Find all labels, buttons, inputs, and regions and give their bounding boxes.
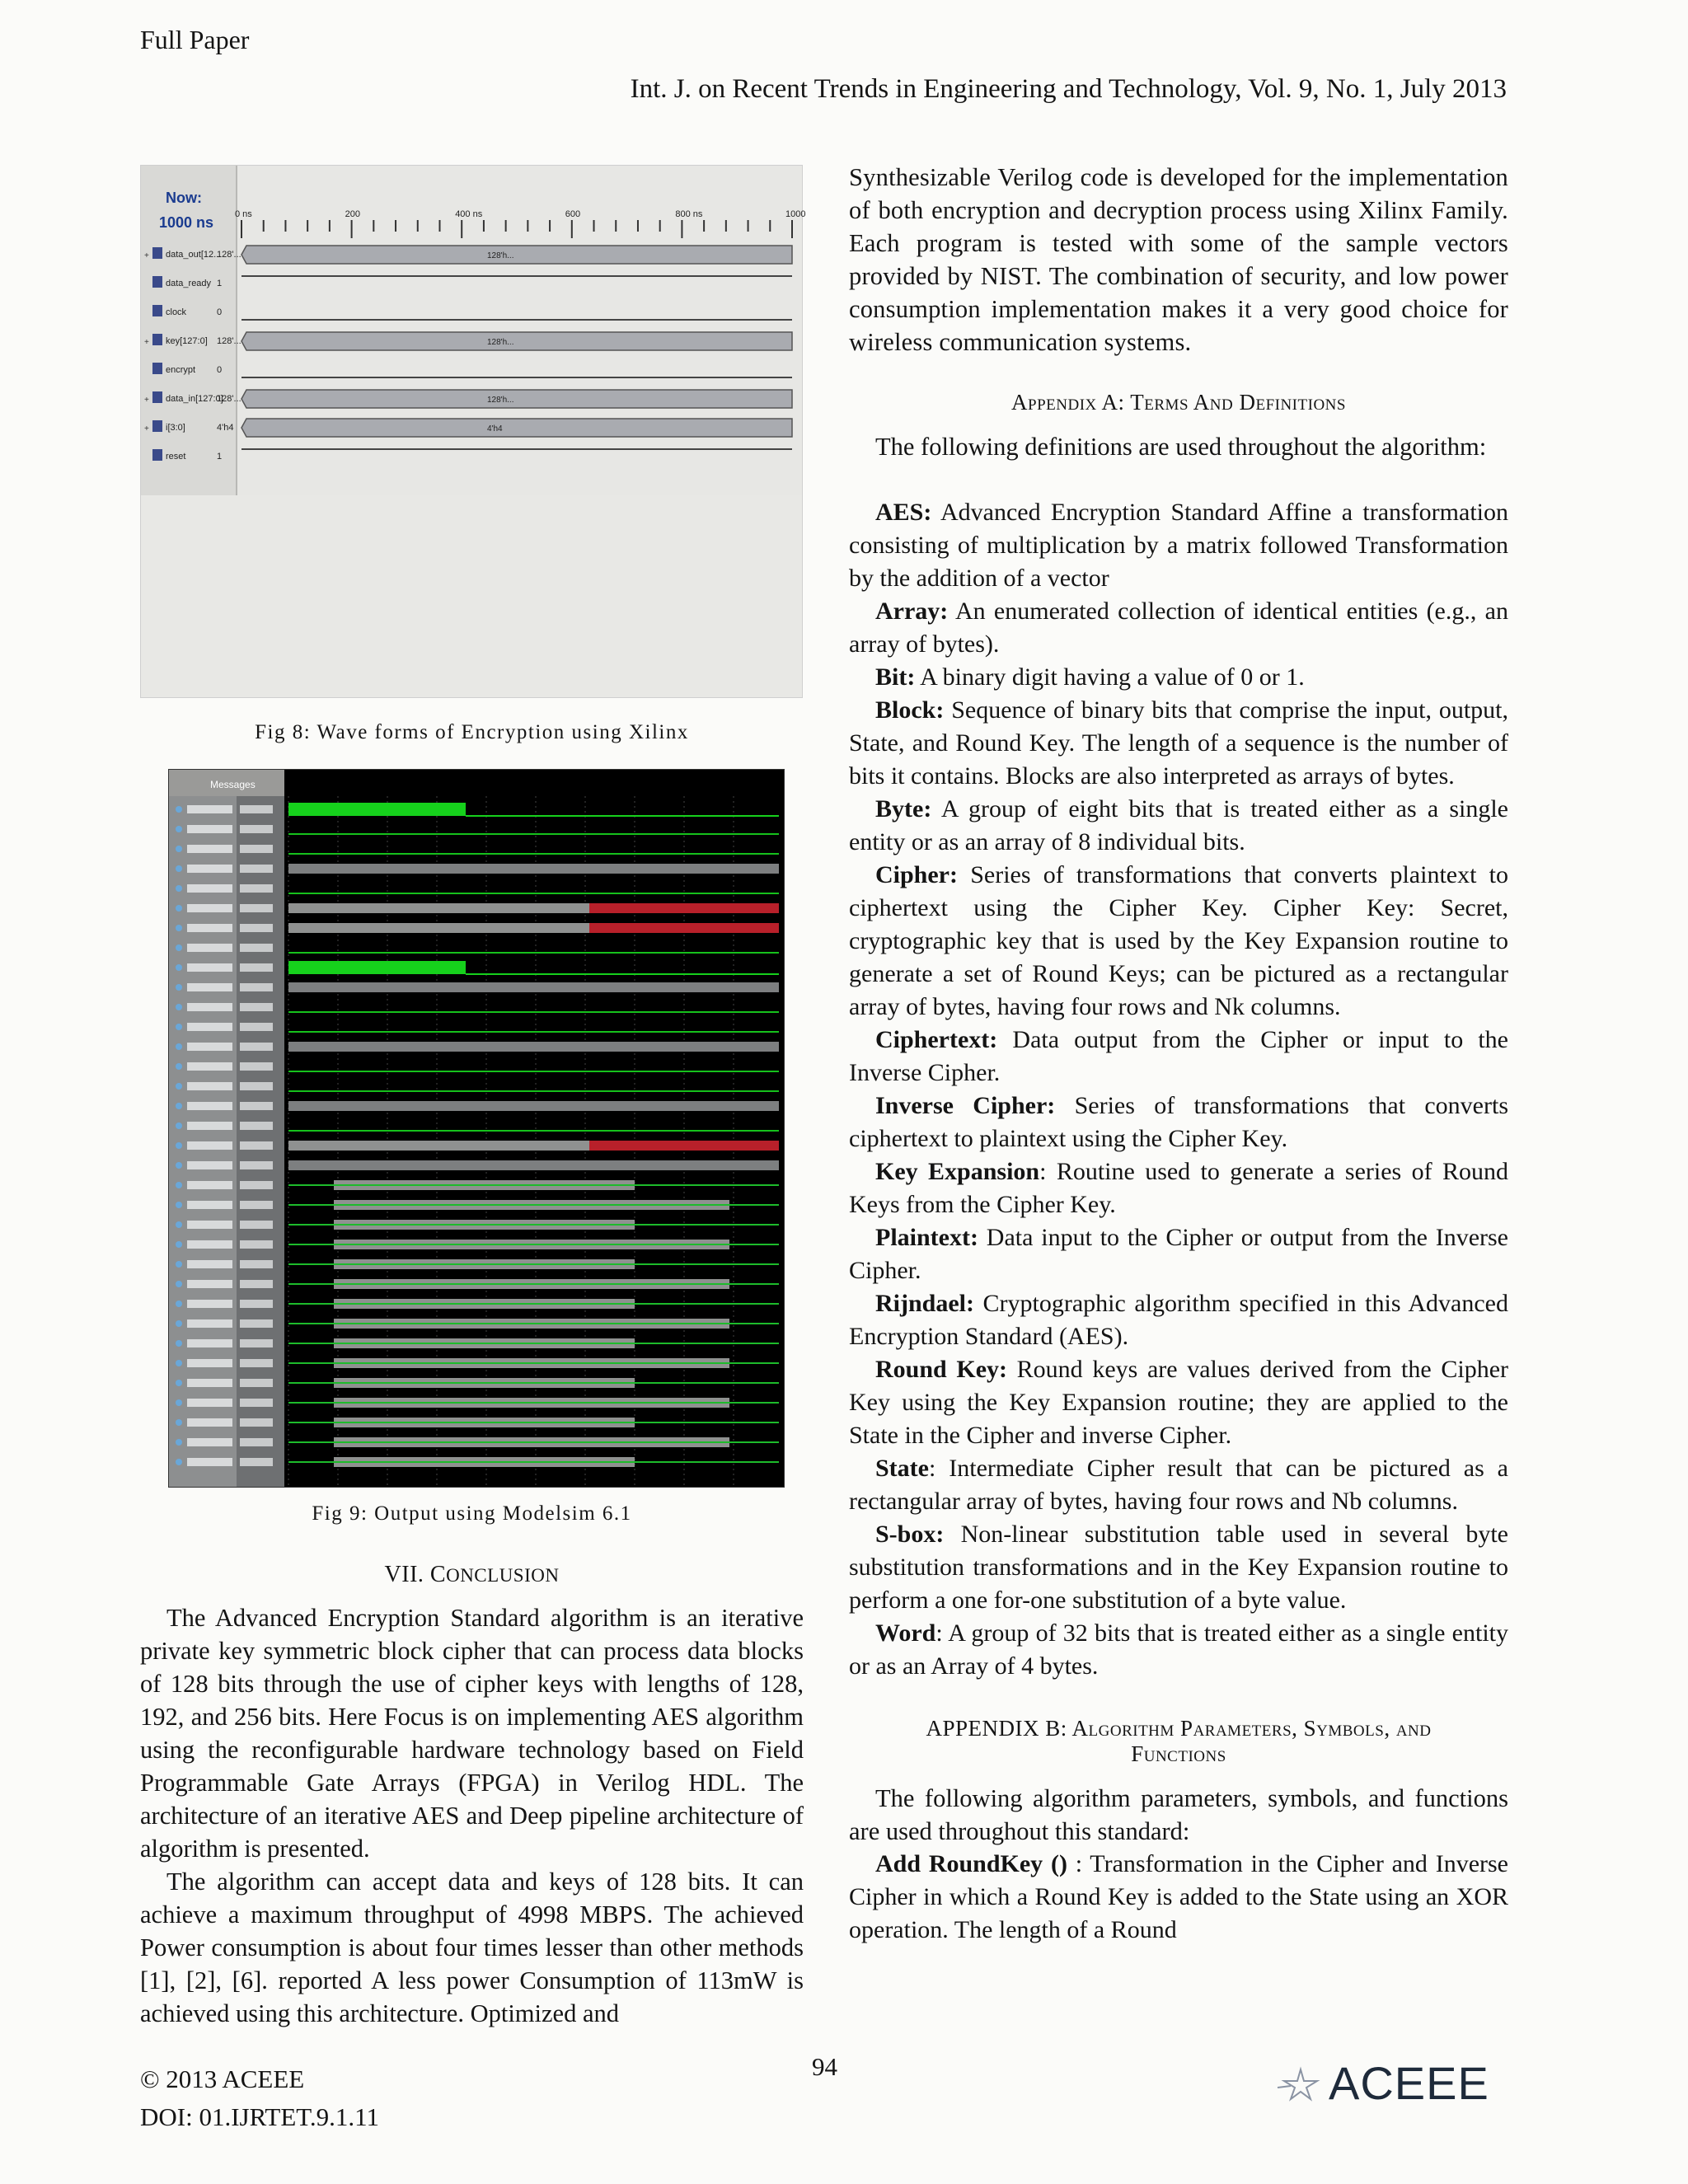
signal-icon xyxy=(176,984,182,991)
signal-value-bar xyxy=(240,884,273,893)
signal-trace xyxy=(288,903,589,913)
signal-icon xyxy=(176,1043,182,1050)
definition-term: Word xyxy=(875,1619,936,1647)
signal-value-bar xyxy=(240,1181,273,1189)
signal-name-bar xyxy=(187,1201,232,1209)
bus-trace xyxy=(241,332,792,350)
definition-text: Series of transformations that converts plaintext to ciphertext using the Cipher Key. Cipher Key: Secret, cryptographic key that is used by the Key Expansion routine to generate a set of Round Keys; can be pictured as a rectangular array of bytes, having four rows and Nk columns. xyxy=(849,861,1508,1020)
definition-item xyxy=(849,1024,1508,1090)
signal-name-bar xyxy=(187,1161,232,1169)
definition-text: A binary digit having a value of 0 or 1. xyxy=(915,663,1305,691)
signal-name-bar xyxy=(187,1379,232,1387)
definition-term: Add RoundKey () xyxy=(875,1850,1067,1877)
definition-item xyxy=(849,1353,1508,1452)
signal-name-bar xyxy=(187,1141,232,1150)
definition-add-roundkey xyxy=(849,1848,1508,1947)
signal-trace xyxy=(288,864,779,874)
signal-name: data_out[12... xyxy=(166,250,222,260)
logo-text: ACEEE xyxy=(1329,2057,1489,2109)
signal-icon xyxy=(176,1162,182,1169)
signal-value-bar xyxy=(240,1339,273,1347)
signal-icon xyxy=(152,276,162,288)
signal-value-bar xyxy=(240,1418,273,1427)
definition-item xyxy=(849,694,1508,793)
signal-trace xyxy=(288,1160,779,1170)
signal-name: data_ready xyxy=(166,279,212,288)
star-icon xyxy=(1276,2063,1325,2104)
signal-icon xyxy=(176,1459,182,1465)
fig8-waveform-svg xyxy=(141,166,806,697)
definition-text: An enumerated collection of identical entities (e.g., an array of bytes). xyxy=(849,598,1508,658)
definition-term: Inverse Cipher: xyxy=(875,1092,1056,1119)
signal-value-bar xyxy=(240,1458,273,1466)
copyright: © 2013 ACEEE xyxy=(140,2064,305,2093)
bus-trace xyxy=(241,390,792,408)
conclusion-heading-num: VII. C xyxy=(384,1562,447,1587)
definition-term: Plaintext: xyxy=(875,1224,978,1251)
conclusion-heading-rest: ONCLUSION xyxy=(446,1565,560,1586)
definition-item xyxy=(849,859,1508,1024)
signal-name-bar xyxy=(187,1102,232,1110)
definition-item xyxy=(849,1617,1508,1683)
signal-trace xyxy=(288,1141,589,1151)
signal-value-bar xyxy=(240,1399,273,1407)
conclusion-heading xyxy=(140,1562,804,1588)
signal-name-bar xyxy=(187,1418,232,1427)
definition-item xyxy=(849,595,1508,661)
signal-name-bar xyxy=(187,1003,232,1011)
journal-header: Int. J. on Recent Trends in Engineering and Technology, Vol. 9, No. 1, July 2013 xyxy=(630,74,1507,104)
conclusion-section xyxy=(140,1562,804,2030)
signal-name-bar xyxy=(187,1062,232,1071)
messages-header: Messages xyxy=(210,779,256,790)
signal-icon xyxy=(176,1103,182,1109)
definitions-list xyxy=(849,496,1508,1683)
signal-name-bar xyxy=(187,1023,232,1031)
signal-value-bar xyxy=(240,1438,273,1446)
signal-name-bar xyxy=(187,884,232,893)
definition-item xyxy=(849,1155,1508,1221)
signal-trace-row xyxy=(176,1358,779,1368)
signal-name-bar xyxy=(187,983,232,991)
signal-name-bar xyxy=(187,865,232,873)
signal-icon xyxy=(176,826,182,832)
signal-name-bar xyxy=(187,1359,232,1367)
signal-icon xyxy=(176,1004,182,1010)
appendix-b-heading-line2: Functions xyxy=(1131,1741,1226,1766)
definition-text: Advanced Encryption Standard Affine a transformation consisting of multiplication by a matrix followed Transformation by the addition of a vector xyxy=(849,499,1508,592)
signal-name-bar xyxy=(187,963,232,972)
definition-text: Non-linear substitution table used in several byte substitution transformations and in the Key Expansion routine to perform a one for-one substitution of a byte value. xyxy=(849,1521,1508,1614)
signal-name-bar xyxy=(187,944,232,952)
signal-icon xyxy=(152,363,162,374)
signal-value-bar xyxy=(240,1023,273,1031)
signal-value-bar xyxy=(240,1161,273,1169)
definition-text: : A group of 32 bits that is treated either as a single entity or as an Array of 4 bytes. xyxy=(849,1619,1508,1680)
definition-item xyxy=(849,1221,1508,1287)
definition-item xyxy=(849,661,1508,694)
signal-icon xyxy=(176,1320,182,1327)
signal-value-bar xyxy=(240,1300,273,1308)
appendix-b-intro: The following algorithm parameters, symbols, and functions are used throughout this standard: xyxy=(849,1784,1508,1845)
signal-trace xyxy=(288,923,589,933)
bus-value: 4'h4 xyxy=(487,424,503,434)
definition-text: Sequence of binary bits that comprise the input, output, State, and Round Key. The length of a sequence is the number of bits it contains. Blocks are also interpreted as arrays of bytes. xyxy=(849,696,1508,790)
signal-icon xyxy=(152,420,162,432)
signal-icon xyxy=(176,1182,182,1188)
now-value: 1000 ns xyxy=(159,214,214,231)
signal-name: reset xyxy=(166,452,186,462)
conclusion-paragraph-2: The algorithm can accept data and keys of 128 bits. It can achieve a maximum throughput of 4998 MBPS. The achieved Power consumption is about four times lesser than other methods [1], [2], [6]. reported A less power Consumption of 113mW is achieved using this architecture. Optimized and xyxy=(140,1868,804,2027)
fig9-caption: Fig 9: Output using Modelsim 6.1 xyxy=(312,1502,632,1525)
signal-name-bar xyxy=(187,1043,232,1051)
definition-item xyxy=(849,496,1508,595)
time-tick-label: 600 xyxy=(565,209,581,219)
appendix-a-intro: The following definitions are used throughout the algorithm: xyxy=(875,433,1487,461)
signal-value: 128'... xyxy=(217,394,241,404)
signal-icon xyxy=(152,305,162,316)
signal-trace-row xyxy=(176,864,779,874)
signal-icon xyxy=(176,1439,182,1446)
bus-trace xyxy=(241,246,792,264)
signal-value-bar xyxy=(240,1221,273,1229)
signal-icon xyxy=(176,1380,182,1386)
signal-name: encrypt xyxy=(166,365,196,375)
expand-icon: + xyxy=(144,338,149,347)
signal-icon xyxy=(176,806,182,813)
definition-term: Key Expansion xyxy=(875,1158,1040,1185)
signal-value-bar xyxy=(240,1359,273,1367)
signal-value-bar xyxy=(240,825,273,833)
signal-value-bar xyxy=(240,805,273,813)
signal-value-bar xyxy=(240,904,273,912)
signal-icon xyxy=(176,1261,182,1268)
signal-trace-row xyxy=(176,1042,779,1052)
signal-icon xyxy=(176,1301,182,1307)
signal-trace-row xyxy=(176,1240,779,1249)
expand-icon: + xyxy=(144,396,149,405)
signal-name: clock xyxy=(166,307,187,317)
signal-value-bar xyxy=(240,1122,273,1130)
signal-trace-row xyxy=(176,1141,779,1151)
page-number: 94 xyxy=(812,2052,837,2081)
signal-name: data_in[127:0] xyxy=(166,394,223,404)
signal-name-bar xyxy=(187,924,232,932)
bus-value: 128'h... xyxy=(487,338,514,347)
definition-item xyxy=(849,1452,1508,1518)
definition-term: Ciphertext: xyxy=(875,1026,998,1053)
signal-icon xyxy=(176,846,182,852)
bus-value: 128'h... xyxy=(487,396,514,405)
appendix-b-heading xyxy=(849,1716,1508,1767)
fig8-caption: Fig 8: Wave forms of Encryption using Xilinx xyxy=(255,721,689,743)
definition-term: Rijndael: xyxy=(875,1290,974,1317)
bus-value: 128'h... xyxy=(487,251,514,260)
signal-name-bar xyxy=(187,904,232,912)
fig9-modelsim-waveform xyxy=(168,769,785,1488)
definition-text: A group of eight bits that is treated either as a single entity or as an array of 8 individual bits. xyxy=(849,795,1508,855)
signal-value-bar xyxy=(240,1319,273,1328)
signal-icon xyxy=(176,1340,182,1347)
signal-value-bar xyxy=(240,865,273,873)
conclusion-paragraph-1: The Advanced Encryption Standard algorithm is an iterative private key symmetric block cipher that can process data blocks of 128 bits through the use of cipher keys with lengths of 128, 192, and 256 bits. Here Focus is on implementing AES algorithm using the reconfigurable hardware technology based on Field Programmable Gate Arrays (FPGA) in Verilog HDL. The architecture of an iterative AES and Deep pipeline architecture of algorithm is presented. xyxy=(140,1604,804,1863)
right-column xyxy=(849,161,1508,1947)
signal-value-bar xyxy=(240,1082,273,1090)
signal-name-bar xyxy=(187,805,232,813)
signal-value: 1 xyxy=(217,452,223,462)
signal-value-bar xyxy=(240,924,273,932)
signal-name-bar xyxy=(187,1260,232,1268)
definition-text: : Transformation in the Cipher and Inverse Cipher in which a Round Key is added to the State using an XOR operation. The length of a Round xyxy=(849,1850,1508,1943)
signal-name-bar xyxy=(187,1300,232,1308)
signal-name-bar xyxy=(187,1438,232,1446)
signal-value-bar xyxy=(240,963,273,972)
definition-text: Data input to the Cipher or output from the Inverse Cipher. xyxy=(849,1224,1508,1284)
definition-term: Array: xyxy=(875,598,949,625)
definition-text: : Routine used to generate a series of Round Keys from the Cipher Key. xyxy=(849,1158,1508,1218)
signal-name-bar xyxy=(187,1280,232,1288)
intro-paragraph: Synthesizable Verilog code is developed for the implementation of both encryption and decryption process using Xilinx Family. Each program is tested with some of the sample vectors provided by NIST. The combination of security, and low power consumption implementation makes it a very good choice for wireless communication systems. xyxy=(849,163,1508,356)
signal-icon xyxy=(176,944,182,951)
signal-value-bar xyxy=(240,944,273,952)
signal-value-bar xyxy=(240,1141,273,1150)
signal-value: 0 xyxy=(217,307,223,317)
definition-term: Bit: xyxy=(875,663,916,691)
signal-icon xyxy=(176,964,182,971)
expand-icon: + xyxy=(144,251,149,260)
signal-trace-row xyxy=(176,1200,779,1210)
paper-type-label: Full Paper xyxy=(140,25,250,54)
definition-text: Cryptographic algorithm specified in this Advanced Encryption Standard (AES). xyxy=(849,1290,1508,1350)
signal-icon xyxy=(176,1419,182,1426)
signal-value-bar xyxy=(240,845,273,853)
signal-trace-row xyxy=(176,923,779,933)
signal-value: 1 xyxy=(217,279,223,288)
signal-icon xyxy=(176,1024,182,1030)
signal-trace-row xyxy=(176,1319,779,1329)
signal-name-bar xyxy=(187,845,232,853)
signal-name-bar xyxy=(187,1082,232,1090)
signal-icon xyxy=(176,1142,182,1149)
signal-icon xyxy=(152,334,162,345)
definition-term: AES: xyxy=(875,499,932,526)
signal-trace xyxy=(288,961,466,974)
definition-item xyxy=(849,1090,1508,1155)
signal-icon xyxy=(176,1063,182,1070)
bus-trace xyxy=(241,419,792,437)
fig8-xilinx-waveform xyxy=(140,165,806,698)
signal-value: 128'... xyxy=(217,336,241,346)
signal-name-bar xyxy=(187,1339,232,1347)
signal-value: 128'... xyxy=(217,250,241,260)
definition-text: : Intermediate Cipher result that can be pictured as a rectangular array of bytes, having four rows and Nb columns. xyxy=(849,1455,1508,1515)
signal-name-bar xyxy=(187,1399,232,1407)
signal-trace-row xyxy=(176,982,779,992)
signal-value-bar xyxy=(240,983,273,991)
time-tick-label: 0 ns xyxy=(235,209,252,219)
signal-icon xyxy=(176,885,182,892)
signal-icon xyxy=(176,1122,182,1129)
signal-icon xyxy=(176,865,182,872)
signal-value: 4'h4 xyxy=(217,423,234,433)
signal-name-bar xyxy=(187,1319,232,1328)
signal-icon xyxy=(176,1202,182,1208)
signal-icon xyxy=(176,1281,182,1287)
signal-value-bar xyxy=(240,1379,273,1387)
definition-item xyxy=(849,1518,1508,1617)
definition-text: Series of transformations that converts ciphertext to plaintext using the Cipher Key. xyxy=(849,1092,1508,1152)
signal-name: key[127:0] xyxy=(166,336,208,346)
signal-trace-row xyxy=(176,903,779,913)
signal-value-bar xyxy=(240,1240,273,1249)
signal-trace xyxy=(288,1101,779,1111)
signal-icon xyxy=(176,1399,182,1406)
signal-value-bar xyxy=(240,1280,273,1288)
time-tick-label: 400 ns xyxy=(455,209,483,219)
time-tick-label: 800 ns xyxy=(675,209,703,219)
appendix-a-heading: Appendix A: Terms And Definitions xyxy=(1011,390,1346,415)
signal-trace xyxy=(288,982,779,992)
signal-name-bar xyxy=(187,1122,232,1130)
signal-name-bar xyxy=(187,1458,232,1466)
signal-value-bar xyxy=(240,1102,273,1110)
expand-icon: + xyxy=(144,424,149,434)
signal-icon xyxy=(176,905,182,912)
doi: DOI: 01.IJRTET.9.1.11 xyxy=(140,2102,380,2131)
fig9-waveform-svg xyxy=(169,770,784,1487)
definition-term: Block: xyxy=(875,696,945,724)
footer-left xyxy=(140,2060,379,2136)
signal-value-bar xyxy=(240,1043,273,1051)
signal-icon xyxy=(152,449,162,461)
definition-term: State xyxy=(875,1455,929,1482)
signal-icon xyxy=(152,247,162,259)
signal-icon xyxy=(176,1083,182,1090)
signal-value: 0 xyxy=(217,365,223,375)
definition-term: Round Key: xyxy=(875,1356,1008,1383)
definition-term: Cipher: xyxy=(875,861,958,888)
signal-trace xyxy=(288,803,466,816)
signal-name-bar xyxy=(187,825,232,833)
signal-trace-row xyxy=(176,1160,779,1170)
signal-name-bar xyxy=(187,1240,232,1249)
signal-icon xyxy=(176,925,182,931)
signal-value-bar xyxy=(240,1062,273,1071)
signal-trace xyxy=(288,1042,779,1052)
signal-trace-row xyxy=(176,1101,779,1111)
signal-icon xyxy=(176,1221,182,1228)
signal-value-bar xyxy=(240,1201,273,1209)
definition-term: Byte: xyxy=(875,795,932,823)
signal-name-bar xyxy=(187,1221,232,1229)
definition-text: Round keys are values derived from the Cipher Key using the Key Expansion routine; they are applied to the State in the Cipher and inverse Cipher. xyxy=(849,1356,1509,1449)
definition-item xyxy=(849,793,1508,859)
signal-trace-row xyxy=(176,1437,779,1447)
signal-value-bar xyxy=(240,1260,273,1268)
signal-trace-row xyxy=(176,1279,779,1289)
time-tick-label: 1000 xyxy=(785,209,806,219)
aceee-logo xyxy=(1276,2056,1489,2110)
now-label: Now: xyxy=(166,190,202,206)
signal-value-bar xyxy=(240,1003,273,1011)
appendix-b-heading-line1: APPENDIX B: Algorithm Parameters, Symbols, and xyxy=(926,1716,1432,1741)
definition-term: S-box: xyxy=(875,1521,945,1548)
signal-name: i[3:0] xyxy=(166,423,185,433)
signal-icon xyxy=(152,391,162,403)
signal-trace-row xyxy=(176,1398,779,1408)
signal-icon xyxy=(176,1241,182,1248)
definition-item xyxy=(849,1287,1508,1353)
definition-text: Data output from the Cipher or input to the Inverse Cipher. xyxy=(849,1026,1508,1086)
signal-name-bar xyxy=(187,1181,232,1189)
signal-icon xyxy=(176,1360,182,1366)
time-tick-label: 200 xyxy=(345,209,360,219)
